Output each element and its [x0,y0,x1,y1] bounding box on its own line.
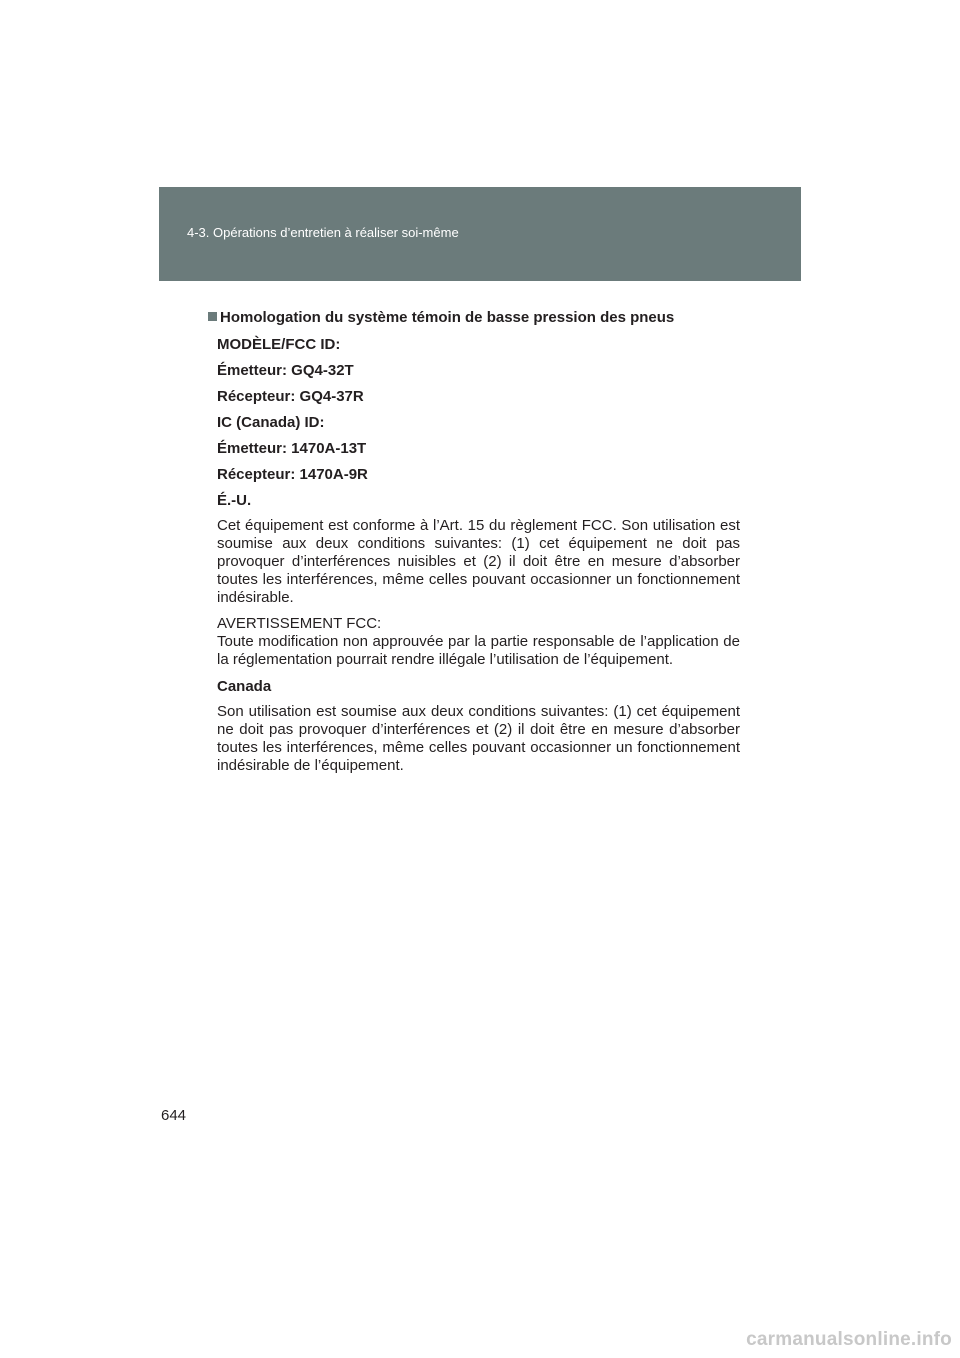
section-header-band [159,187,801,281]
fcc-warning-title: AVERTISSEMENT FCC: [217,615,382,632]
section-heading [208,308,740,328]
fcc-warning-text: Toute modification non approuvée par la partie responsable de l’application de la réglementation pourrait rendre illégale l’utilisation de l’équipement. [217,633,740,668]
section-heading-text: Homologation du système témoin de basse pression des pneus [220,309,675,326]
canada-label: Canada [217,678,272,695]
fcc-warning [217,615,740,669]
id-line-ic-receiver: Récepteur: 1470A-9R [217,466,368,483]
page-number: 644 [161,1107,187,1124]
id-line-us-receiver: Récepteur: GQ4-37R [217,388,364,405]
canada-paragraph: Son utilisation est soumise aux deux conditions suivantes: (1) cet équipement ne doit pas provoquer d’interférences et (2) il doit être en mesure d’absorber toutes les interférences, même celles pouvant occasionner un fonctionnement indésirable de l’équipement. [217,703,740,774]
page-content [208,308,740,783]
id-line-ic-transmitter: Émetteur: 1470A-13T [217,440,367,457]
id-line-usa: É.-U. [217,492,252,509]
square-bullet-icon [208,312,217,321]
section-title: 4-3. Opérations d’entretien à réaliser soi-même [187,225,459,240]
body-block [208,335,740,775]
watermark: carmanualsonline.info [746,1329,952,1350]
id-line-ic: IC (Canada) ID: [217,414,325,431]
id-line-model: MODÈLE/FCC ID: [217,336,341,353]
id-line-us-transmitter: Émetteur: GQ4-32T [217,362,354,379]
us-compliance-paragraph: Cet équipement est conforme à l’Art. 15 du règlement FCC. Son utilisation est soumise aux deux conditions suivantes: (1) cet équipement ne doit pas provoquer d’interférences nuisibles et (2) il doit être en mesure d’absorber toutes les interférences, même celles pouvant occasionner un fonctionnement indésirable. [217,517,740,606]
